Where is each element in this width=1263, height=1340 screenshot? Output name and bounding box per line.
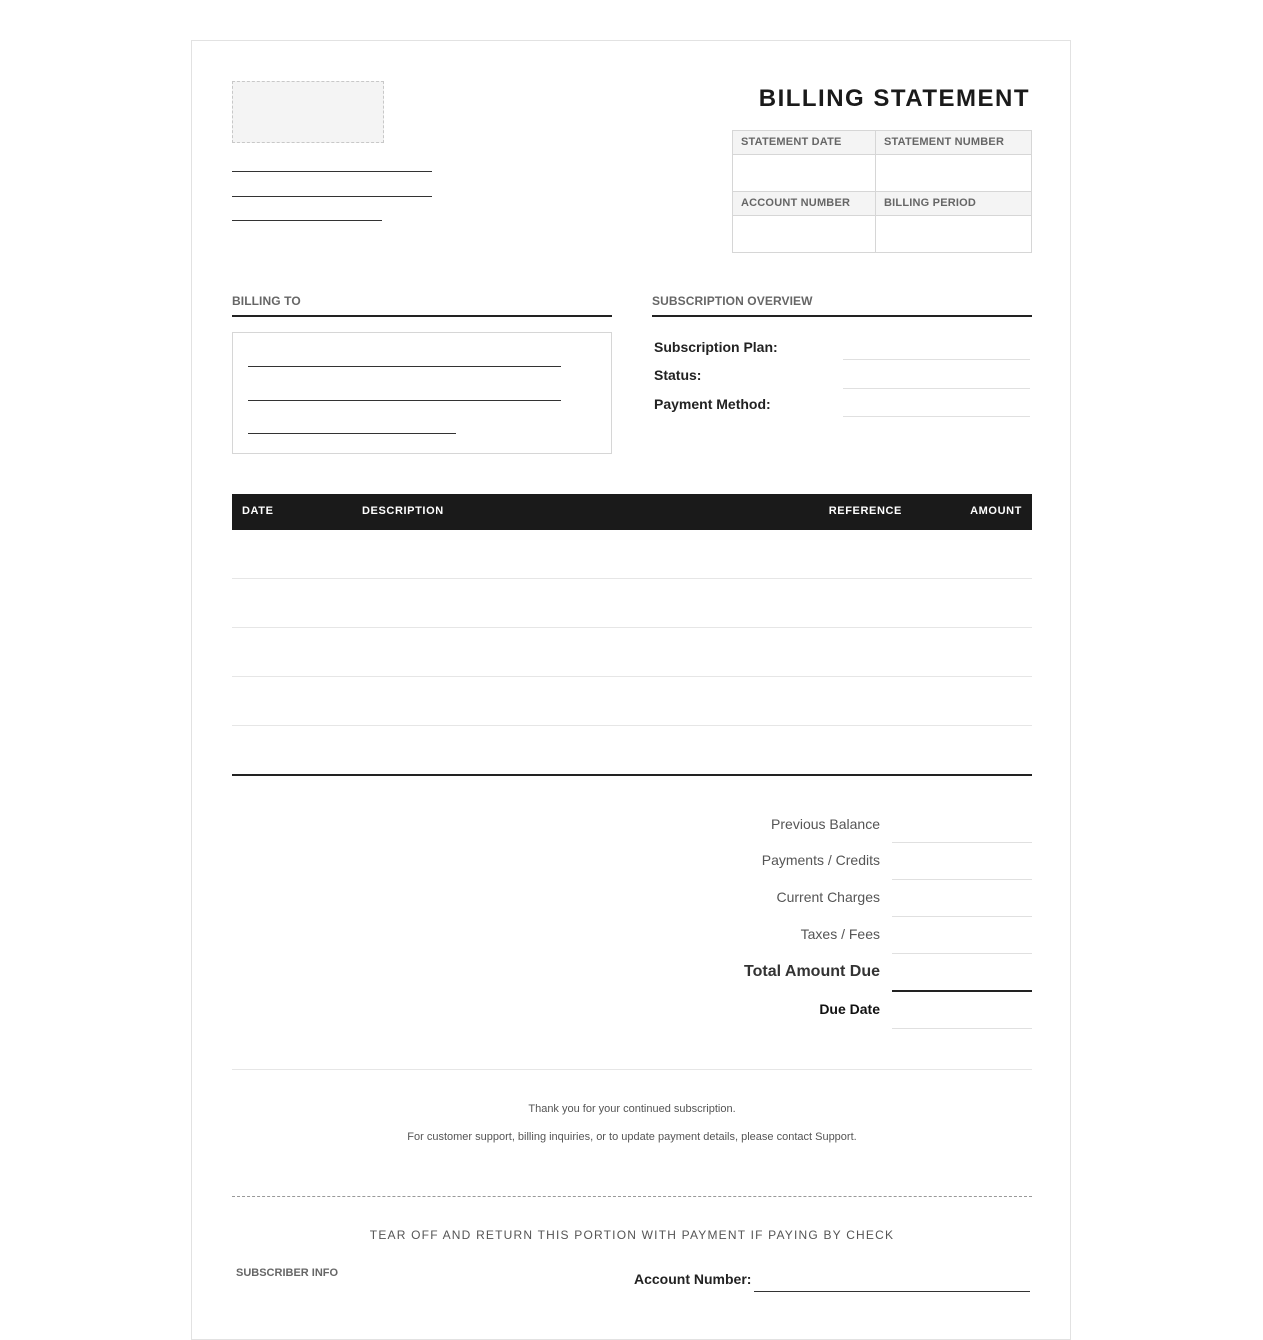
- previous-balance-value[interactable]: [892, 842, 1032, 843]
- billing-to-line-3: [248, 433, 456, 434]
- payments-credits-value[interactable]: [892, 879, 1032, 880]
- subscription-plan-label: Subscription Plan:: [654, 339, 778, 355]
- payments-credits-label: Payments / Credits: [761, 852, 880, 868]
- due-date-label: Due Date: [819, 1001, 880, 1017]
- statement-date-label: STATEMENT DATE: [733, 131, 876, 155]
- billing-period-value[interactable]: [876, 216, 1031, 252]
- stub-account-number-label: Account Number:: [634, 1271, 752, 1287]
- thank-you-note: Thank you for your continued subscription.: [528, 1103, 736, 1115]
- total-amount-due-label: Total Amount Due: [744, 963, 880, 980]
- statement-number-value[interactable]: [876, 155, 1031, 192]
- statement-date-value[interactable]: [733, 155, 876, 192]
- subscription-overview-heading: SUBSCRIPTION OVERVIEW: [652, 281, 1032, 317]
- payment-method-value[interactable]: [843, 416, 1030, 417]
- column-amount: AMOUNT: [970, 505, 1022, 517]
- footer-divider: [232, 1069, 1032, 1070]
- billing-to-line-2: [248, 400, 561, 401]
- tear-off-line: [232, 1196, 1032, 1197]
- column-date: DATE: [242, 505, 274, 517]
- stub-account-number-field[interactable]: [754, 1291, 1030, 1292]
- account-number-label: ACCOUNT NUMBER: [733, 192, 876, 216]
- account-number-value[interactable]: [733, 216, 876, 252]
- billing-to-heading: BILLING TO: [232, 281, 612, 317]
- current-charges-label: Current Charges: [776, 889, 880, 905]
- subscription-plan-value[interactable]: [843, 359, 1030, 360]
- taxes-fees-value[interactable]: [892, 953, 1032, 954]
- payment-method-label: Payment Method:: [654, 396, 771, 412]
- support-note: For customer support, billing inquiries, or to update payment details, please contact Support.: [407, 1131, 857, 1143]
- document-title: BILLING STATEMENT: [758, 85, 1030, 112]
- logo-placeholder: [232, 81, 384, 143]
- table-row[interactable]: [232, 676, 1032, 677]
- current-charges-value[interactable]: [892, 916, 1032, 917]
- table-row[interactable]: [232, 627, 1032, 628]
- company-address-line-3: [232, 220, 382, 221]
- due-date-value[interactable]: [892, 1028, 1032, 1029]
- column-reference: REFERENCE: [828, 505, 902, 517]
- billing-statement-sheet: [191, 40, 1071, 1340]
- table-row[interactable]: [232, 578, 1032, 579]
- subscriber-info-label: SUBSCRIBER INFO: [236, 1267, 339, 1279]
- tear-off-instruction: TEAR OFF AND RETURN THIS PORTION WITH PAYMENT IF PAYING BY CHECK: [369, 1228, 895, 1242]
- status-label: Status:: [654, 367, 702, 383]
- billing-to-box[interactable]: [232, 332, 612, 454]
- company-address-line-1: [232, 171, 432, 172]
- column-description: DESCRIPTION: [362, 505, 444, 517]
- line-items-table-header: [232, 494, 1032, 530]
- taxes-fees-label: Taxes / Fees: [800, 926, 880, 942]
- statement-number-label: STATEMENT NUMBER: [876, 131, 1031, 155]
- billing-to-line-1: [248, 366, 561, 367]
- statement-meta-grid: [732, 130, 1032, 253]
- table-bottom-rule: [232, 774, 1032, 776]
- company-address-line-2: [232, 196, 432, 197]
- table-row[interactable]: [232, 725, 1032, 726]
- status-value[interactable]: [843, 388, 1030, 389]
- previous-balance-label: Previous Balance: [771, 816, 880, 832]
- total-amount-due-value[interactable]: [892, 990, 1032, 992]
- billing-period-label: BILLING PERIOD: [876, 192, 1031, 216]
